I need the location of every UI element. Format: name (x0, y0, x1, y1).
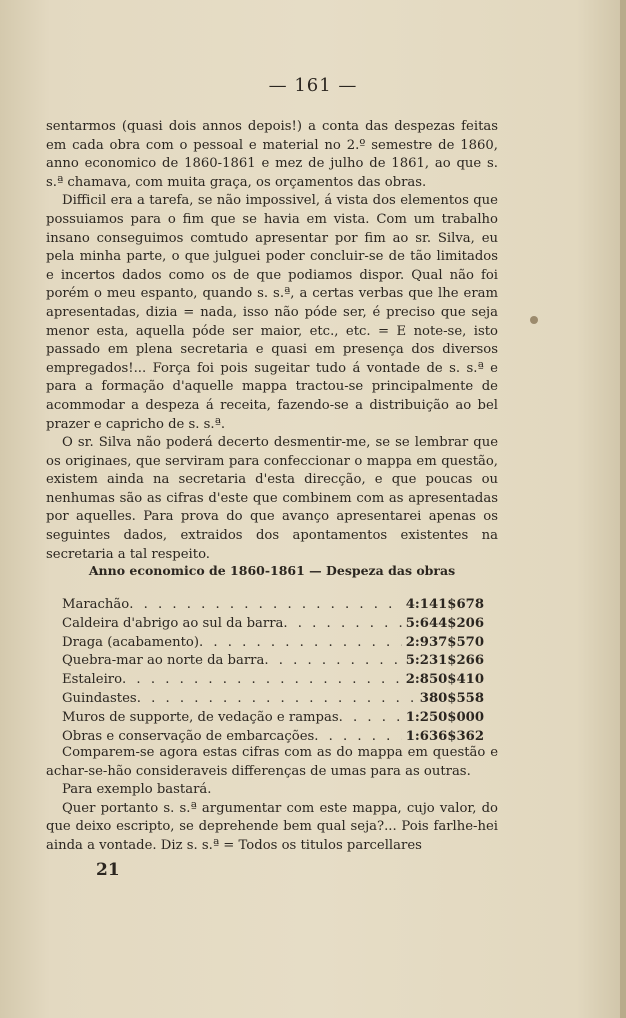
paragraph-3: O sr. Silva não poderá decerto desmentir-me, se se lembrar que os originaes, que serviram para confeccionar o mappa em questão, existem ainda na secretaria d'esta direcção, e que poucas ou nenhumas são as cifras d'este que combinem com as apresentadas por aquelles. Para prova do que avanço apresentarei apenas os seguintes dados, extraidos dos apontamentos existentes na secretaria a tal respeito. (46, 435, 498, 562)
row-value: 1:636$362 (405, 728, 484, 744)
table-row (62, 652, 484, 671)
row-value: 5:231$266 (405, 653, 484, 669)
table-row (62, 690, 484, 709)
body-text-top (46, 118, 498, 564)
row-label: Draga (acabamento) (62, 634, 199, 650)
expense-table (62, 596, 484, 746)
leader-dots (199, 634, 402, 653)
leader-dots (122, 671, 402, 690)
signature-mark: 21 (96, 860, 120, 880)
leader-dots (339, 709, 402, 728)
row-label: Quebra-mar ao norte da barra (62, 653, 265, 669)
paragraph-5: Para exemplo bastará. (62, 782, 212, 798)
row-value: 5:644$206 (405, 615, 484, 631)
table-row (62, 634, 484, 653)
page-number: — 161 — (268, 75, 358, 96)
paragraph-6: Quer portanto s. s.ª argumentar com este mappa, cujo valor, do que deixo escripto, se deprehende bem qual seja?... Pois farlhe-hei ainda a vontade. Diz s. s.ª = Todos os titulos parcellares (46, 800, 498, 853)
row-label: Obras e conservação de embarcações (62, 728, 315, 744)
leader-dots (283, 615, 401, 634)
paragraph-4: Comparem-se agora estas cifras com as do mappa em questão e achar-se-hão consideraveis differenças de umas para as outras. (46, 745, 498, 779)
row-label: Guindastes (62, 690, 137, 706)
leader-dots (264, 652, 401, 671)
row-label: Muros de supporte, de vedação e rampas (62, 709, 339, 725)
table-title: Anno economico de 1860-1861 — Despeza das obras (88, 563, 456, 578)
page-edge (620, 0, 626, 1018)
row-label: Estaleiro (62, 672, 123, 688)
leader-dots (129, 596, 402, 615)
body-text-bottom (46, 744, 498, 856)
table-row (62, 615, 484, 634)
row-value: 2:937$570 (405, 634, 484, 650)
leader-dots (137, 690, 416, 709)
ink-stain (530, 316, 538, 324)
table-row (62, 671, 484, 690)
table-row (62, 596, 484, 615)
paragraph-1: sentarmos (quasi dois annos depois!) a conta das despezas feitas em cada obra com o pessoal e material no 2.º semestre de 1860, anno economico de 1860-1861 e mez de julho de 1861, ao que s. s.ª chamava, com muita graça, os orçamentos das obras. (46, 119, 498, 190)
row-value: 380$558 (419, 690, 484, 706)
row-label: Marachão (62, 597, 130, 612)
row-value: 4:141$678 (405, 597, 484, 612)
table-row (62, 709, 484, 728)
row-value: 1:250$000 (405, 709, 484, 725)
paragraph-2: Difficil era a tarefa, se não impossivel, á vista dos elementos que possuiamos para o fim que se havia em vista. Com um trabalho insano conseguimos comtudo apresentar por fim ao sr. Silva, eu pela minha parte, o que julguei poder concluir-se de tão limitados e incertos dados como os de que podiamos dispor. Qual não foi porém o meu espanto, quando s. s.ª, a certas verbas que lhe eram apresentadas, dizia = nada, isso não póde ser, é preciso que seja menor esta, aquella póde ser maior, etc., etc. = E note-se, isto passado em plena secretaria e quasi em presença dos diversos empregados!... Força foi pois sugeitar tudo á vontade de s. s.ª e para a formação d'aquelle mappa tractou-se principalmente de acommodar a despeza á receita, fazendo-se a distribuição ao bel prazer e capricho de s. s.ª. (46, 193, 498, 432)
row-label: Caldeira d'abrigo ao sul da barra (62, 615, 284, 631)
row-value: 2:850$410 (405, 672, 484, 688)
